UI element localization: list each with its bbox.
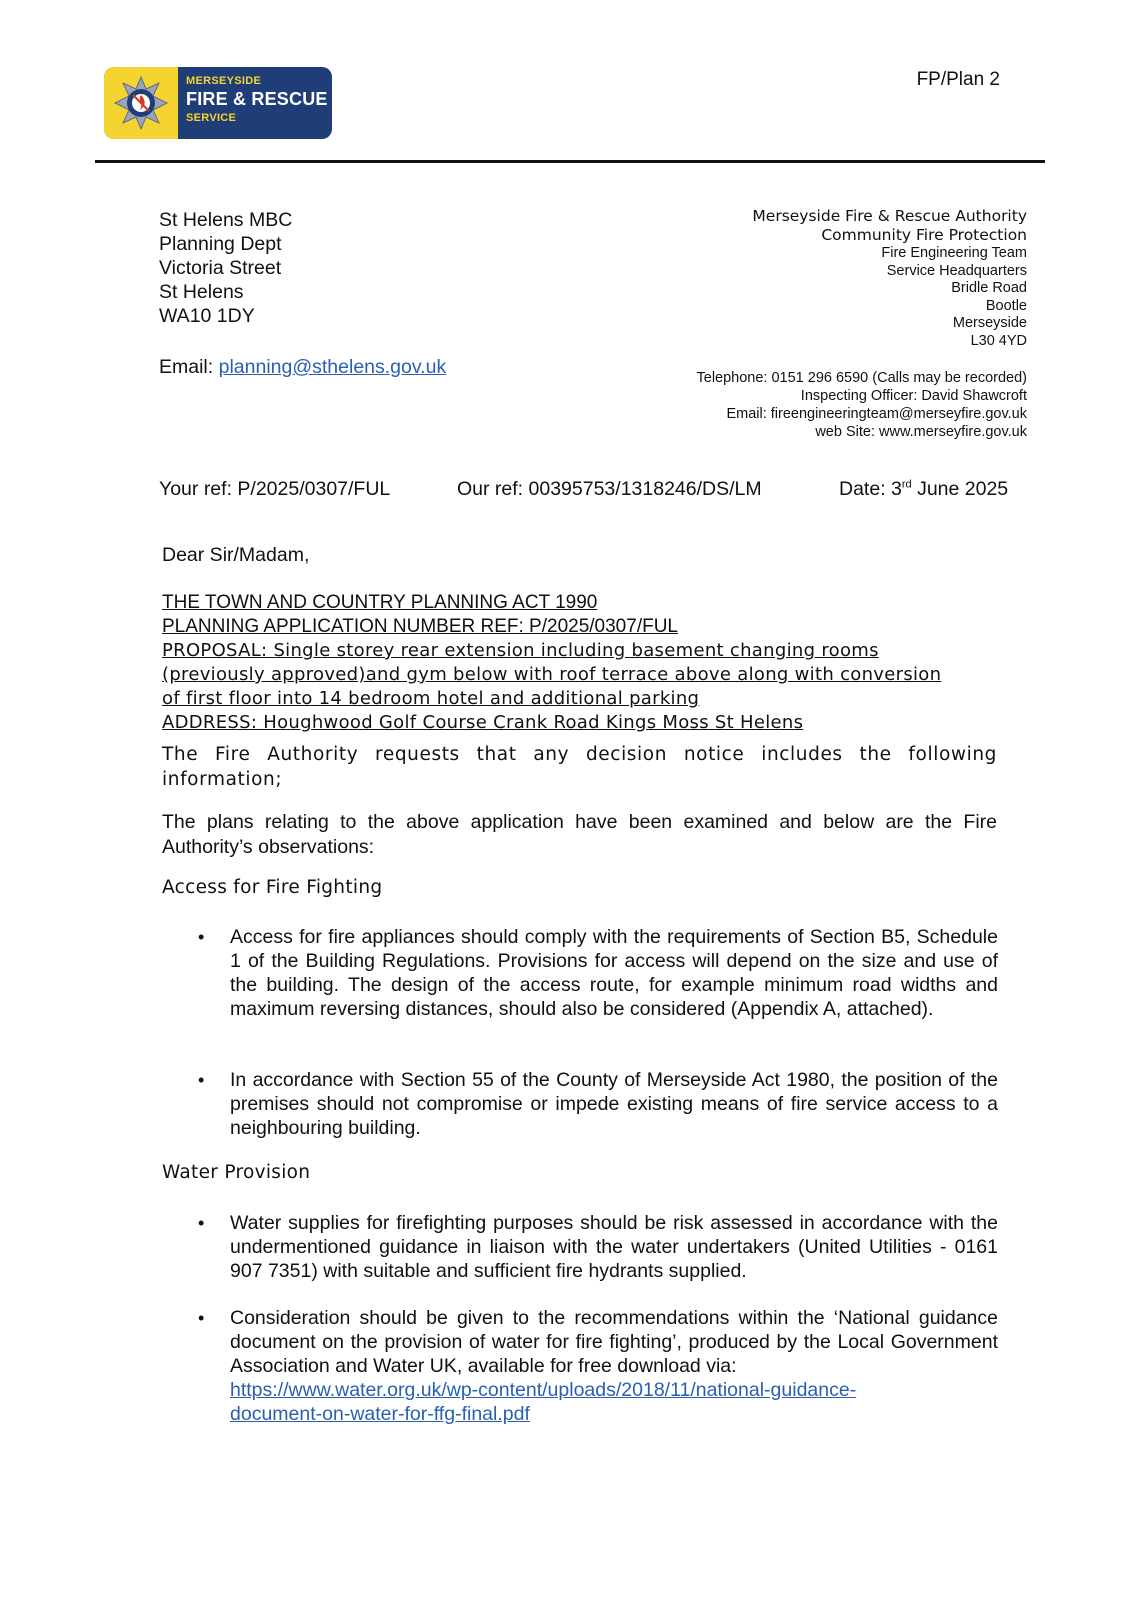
sender-line: Bridle Road bbox=[951, 280, 1027, 297]
recipient-email bbox=[159, 356, 446, 379]
bullet-marker: • bbox=[198, 927, 205, 947]
recipient-line: St Helens bbox=[159, 281, 244, 303]
sender-line: Service Headquarters bbox=[886, 262, 1027, 279]
logo-line-3: SERVICE bbox=[186, 112, 237, 124]
section-heading-water: Water Provision bbox=[162, 1162, 311, 1183]
letter-date bbox=[839, 478, 1008, 501]
subject-application: PLANNING APPLICATION NUMBER REF: P/2025/0307/FUL bbox=[162, 616, 678, 637]
logo-wordmark bbox=[186, 76, 328, 124]
our-ref: Our ref: 00395753/1318246/DS/LM bbox=[457, 478, 762, 500]
date-prefix: Date: 3 bbox=[839, 478, 902, 500]
recipient-email-link[interactable]: planning@sthelens.gov.uk bbox=[218, 356, 447, 378]
sender-line: Merseyside bbox=[952, 315, 1027, 332]
sender-telephone: Telephone: 0151 296 6590 (Calls may be recorded) bbox=[696, 370, 1027, 386]
subject-proposal-line: PROPOSAL: Single storey rear extension including basement changing rooms bbox=[162, 640, 879, 661]
plan-reference: FP/Plan 2 bbox=[916, 69, 1000, 90]
subject-heading bbox=[162, 591, 1022, 735]
access-bullet-text: Access for fire appliances should comply with the requirements of Section B5, Schedule 1 of the Building Regulations. Provisions for access will depend on the size and use of the building. The design of the access route, for example minimum road widths and maximum reversing distances, should also be considered (Appendix A, attached). bbox=[230, 926, 998, 1020]
water-bullet-text bbox=[230, 1306, 998, 1426]
water-bullet-text: Water supplies for firefighting purposes should be risk assessed in accordance with the undermentioned guidance in liaison with the water undertakers (United Utilities - 0161 907 7351) with suitable and sufficient fire hydrants supplied. bbox=[230, 1212, 998, 1282]
sender-line: Bootle bbox=[985, 297, 1027, 314]
guidance-download-link-cont[interactable]: document-on-water-for-ffg-final.pdf bbox=[230, 1403, 530, 1425]
plans-paragraph: The plans relating to the above application have been examined and below are the Fire Authority’s observations: bbox=[162, 811, 997, 858]
sender-line: Fire Engineering Team bbox=[881, 245, 1027, 261]
section-heading-access: Access for Fire Fighting bbox=[162, 877, 383, 898]
intro-paragraph: The Fire Authority requests that any decision notice includes the following information; bbox=[162, 744, 997, 790]
recipient-line: St Helens MBC bbox=[159, 209, 293, 231]
recipient-line: Victoria Street bbox=[159, 257, 282, 279]
sender-address bbox=[752, 207, 1027, 351]
logo-line-1: MERSEYSIDE bbox=[186, 75, 262, 87]
merseyside-fire-logo bbox=[104, 67, 332, 139]
sender-contact bbox=[697, 369, 1028, 441]
recipient-line: WA10 1DY bbox=[159, 305, 255, 327]
fire-service-crest-icon bbox=[104, 67, 178, 139]
inspecting-officer: Inspecting Officer: David Shawcroft bbox=[800, 388, 1027, 404]
subject-address: ADDRESS: Houghwood Golf Course Crank Road Kings Moss St Helens bbox=[162, 712, 804, 733]
bullet-marker: • bbox=[198, 1213, 205, 1233]
recipient-line: Planning Dept bbox=[159, 233, 282, 255]
bullet-marker: • bbox=[198, 1070, 205, 1090]
bullet-marker: • bbox=[198, 1308, 205, 1328]
salutation: Dear Sir/Madam, bbox=[162, 544, 310, 566]
header-divider bbox=[95, 160, 1045, 163]
email-label: Email: bbox=[159, 356, 214, 378]
your-ref: Your ref: P/2025/0307/FUL bbox=[159, 478, 391, 500]
date-suffix-ordinal: rd bbox=[901, 478, 912, 491]
guidance-download-link[interactable]: https://www.water.org.uk/wp-content/uploads/2018/11/national-guidance- bbox=[230, 1379, 857, 1401]
access-bullet-text: In accordance with Section 55 of the County of Merseyside Act 1980, the position of the premises should not compromise or impede existing means of fire service access to a neighbouring building. bbox=[230, 1069, 998, 1139]
subject-proposal-line: of first floor into 14 bedroom hotel and additional parking bbox=[162, 688, 700, 709]
water-guidance-text: Consideration should be given to the recommendations within the ‘National guidance document on the provision of water for fire fighting’, produced by the Local Government Association and Water UK, available for free download via: bbox=[230, 1307, 998, 1377]
sender-line: L30 4YD bbox=[970, 332, 1027, 349]
sender-email: Email: fireengineeringteam@merseyfire.gov.uk bbox=[726, 406, 1027, 422]
date-suffix: June 2025 bbox=[911, 478, 1009, 500]
sender-dept: Community Fire Protection bbox=[821, 226, 1027, 244]
recipient-address bbox=[159, 208, 292, 328]
logo-line-2: FIRE & RESCUE bbox=[186, 89, 328, 109]
sender-org: Merseyside Fire & Rescue Authority bbox=[752, 207, 1027, 225]
subject-proposal-line: (previously approved)and gym below with roof terrace above along with conversion bbox=[162, 664, 942, 685]
subject-act: THE TOWN AND COUNTRY PLANNING ACT 1990 bbox=[162, 592, 598, 613]
sender-website: web Site: www.merseyfire.gov.uk bbox=[815, 424, 1027, 440]
